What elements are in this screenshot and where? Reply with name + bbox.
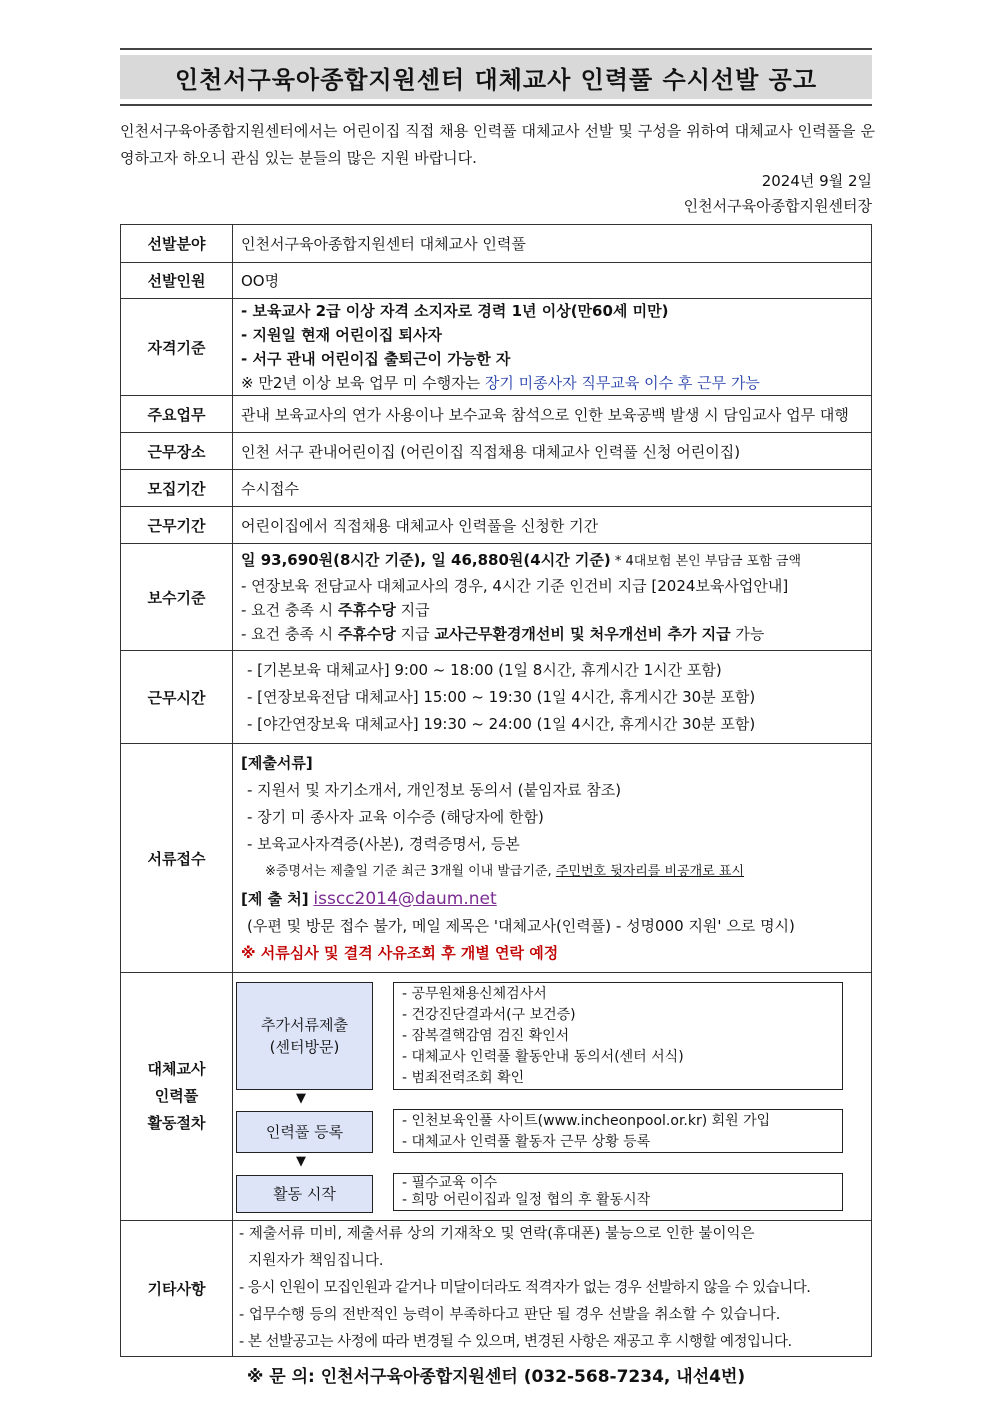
pay-text: 지급 <box>395 601 430 619</box>
title-block <box>120 48 872 106</box>
step-title: 추가서류제출 <box>261 1015 348 1034</box>
etc-item: - 본 선발공고는 사정에 따라 변경될 수 있으며, 변경된 사항은 재공고 후 시행할 예정입니다. <box>239 1334 792 1350</box>
detail-item: - 공무원채용신체검사서 <box>402 985 547 1002</box>
docs-item: - 장기 미 종사자 교육 이수증 (해당자에 한함) <box>247 807 544 826</box>
row-period <box>121 470 872 507</box>
submit-label: [제 출 처] <box>241 889 309 908</box>
row-label: 기타사항 <box>121 1221 233 1357</box>
note-underline: 주민번호 뒷자리를 비공개로 표시 <box>555 863 745 879</box>
label-line: 대체교사 <box>147 1060 206 1078</box>
pay-line <box>241 548 871 574</box>
detail-item: - 필수교육 이수 <box>402 1174 498 1191</box>
etc-item: - 업무수행 등의 전반적인 능력이 부족하다고 판단 될 경우 선발을 취소할 수 있습니다. <box>239 1307 781 1323</box>
row-term <box>121 507 872 544</box>
submit-line <box>241 885 871 913</box>
row-value <box>233 544 872 651</box>
pay-bold: 주휴수당 <box>337 625 396 643</box>
docs-head: [제출서류] <box>241 753 313 772</box>
pay-text: - 요건 충족 시 <box>241 601 338 619</box>
row-label: 근무장소 <box>121 433 233 470</box>
pay-line <box>241 598 871 622</box>
docs-note <box>241 858 871 885</box>
qual-item: - 지원일 현재 어린이집 퇴사자 <box>241 326 442 344</box>
row-label: 보수기준 <box>121 544 233 651</box>
pay-line: - 연장보육 전담교사 대체교사의 경우, 4시간 기준 인건비 지급 [2024보육사업안내] <box>241 577 789 595</box>
row-count <box>121 263 872 299</box>
row-place <box>121 433 872 470</box>
step-box <box>236 982 373 1090</box>
row-value: 수시접수 <box>233 470 872 507</box>
pay-line <box>241 622 871 646</box>
row-value: 어린이집에서 직접채용 대체교사 인력풀을 신청한 기간 <box>233 507 872 544</box>
row-label <box>121 973 233 1221</box>
pay-text: 지급 <box>395 625 435 643</box>
detail-item: - 인천보육인풀 사이트(www.incheonpool.or.kr) 회원 가입 <box>402 1112 771 1129</box>
label-line: 인력풀 <box>154 1087 199 1105</box>
row-label: 모집기간 <box>121 470 233 507</box>
arrow-down-icon: ▼ <box>296 1090 306 1106</box>
step-box <box>236 1111 373 1153</box>
label-line: 활동절차 <box>147 1114 206 1132</box>
email-link[interactable]: isscc2014@daum.net <box>313 888 497 909</box>
step-detail <box>393 1173 843 1211</box>
detail-item: - 잠복결핵감염 검진 확인서 <box>402 1027 570 1044</box>
detail-item: - 희망 어린이집과 일정 협의 후 활동시작 <box>402 1191 651 1208</box>
step-detail <box>393 1109 843 1153</box>
step-subtitle: (센터방문) <box>269 1037 340 1056</box>
contact-footer: ※ 문 의: 인천서구육아종합지원센터 (032-568-7234, 내선4번) <box>246 1367 746 1387</box>
detail-item: - 건강진단결과서(구 보건증) <box>402 1006 576 1023</box>
step-detail <box>393 982 843 1090</box>
intro-text: 인천서구육아종합지원센터에서는 어린이집 직접 채용 인력풀 대체교사 선발 및 구성을 위하여 대체교사 인력풀을 운영하고자 하오니 관심 있는 분들의 많은 지원 바랍니다. <box>120 122 875 167</box>
qual-item: - 보육교사 2급 이상 자격 소지자로 경력 1년 이상(만60세 미만) <box>241 302 669 320</box>
divider <box>120 48 872 50</box>
row-pay <box>121 544 872 651</box>
row-qualification <box>121 299 872 396</box>
step-title: 인력풀 등록 <box>265 1122 344 1141</box>
docs-item: - 보육교사자격증(사본), 경력증명서, 등본 <box>247 834 520 853</box>
pay-bold: 교사근무환경개선비 및 처우개선비 추가 지급 <box>434 625 731 643</box>
arrow-down-icon: ▼ <box>296 1153 306 1169</box>
row-value: 인천 서구 관내어린이집 (어린이집 직접채용 대체교사 인력풀 신청 어린이집) <box>233 433 872 470</box>
note-highlight: 장기 미종사자 직무교육 이수 후 근무 가능 <box>484 374 760 392</box>
pay-note: * 4대보험 본인 부담금 포함 금액 <box>610 554 802 569</box>
row-etc <box>121 1221 872 1357</box>
row-label: 선발인원 <box>121 263 233 299</box>
detail-item: - 대체교사 인력풀 활동안내 동의서(센터 서식) <box>402 1048 684 1065</box>
row-field <box>121 225 872 263</box>
note-text: ※증명서는 제출일 기준 최근 3개월 이내 발급기준, <box>265 863 556 879</box>
row-label: 서류접수 <box>121 744 233 973</box>
row-hours <box>121 651 872 744</box>
row-value <box>233 651 872 744</box>
page-title: 인천서구육아종합지원센터 대체교사 인력풀 수시선발 공고 <box>120 55 872 99</box>
docs-item: - 지원서 및 자기소개서, 개인정보 동의서 (붙임자료 참조) <box>247 780 622 799</box>
step-title: 활동 시작 <box>273 1184 336 1203</box>
pay-bold: 주휴수당 <box>337 601 396 619</box>
row-value: OO명 <box>233 263 872 299</box>
row-label: 근무시간 <box>121 651 233 744</box>
row-value <box>233 744 872 973</box>
procedure-flow <box>233 974 871 1220</box>
row-duty <box>121 396 872 433</box>
row-value <box>233 973 872 1221</box>
hours-item: - [기본보육 대체교사] 9:00 ~ 18:00 (1일 8시간, 휴게시간 1시간 포함) <box>247 660 722 679</box>
detail-item: - 범죄전력조회 확인 <box>402 1069 525 1086</box>
row-label: 자격기준 <box>121 299 233 396</box>
detail-item: - 대체교사 인력풀 활동자 근무 상황 등록 <box>402 1133 651 1150</box>
recruitment-table <box>120 224 872 1357</box>
screening-notice: ※ 서류심사 및 결격 사유조회 후 개별 연락 예정 <box>241 943 559 962</box>
qual-item: - 서구 관내 어린이집 출퇴근이 가능한 자 <box>241 350 511 368</box>
row-label: 주요업무 <box>121 396 233 433</box>
etc-item: - 제출서류 미비, 제출서류 상의 기재착오 및 연락(휴대폰) 불능으로 인한 불이익은 <box>239 1226 755 1242</box>
row-value <box>233 1221 872 1357</box>
pay-text: - 요건 충족 시 <box>241 625 338 643</box>
row-procedure <box>121 973 872 1221</box>
row-value: 인천서구육아종합지원센터 대체교사 인력풀 <box>233 225 872 263</box>
row-label: 선발분야 <box>121 225 233 263</box>
hours-item: - [야간연장보육 대체교사] 19:30 ~ 24:00 (1일 4시간, 휴게시간 30분 포함) <box>247 714 756 733</box>
pay-amount: 일 93,690원(8시간 기준), 일 46,880원(4시간 기준) <box>241 551 611 569</box>
issuer: 인천서구육아종합지원센터장 <box>683 197 872 215</box>
step-box <box>236 1175 373 1213</box>
pay-text: 가능 <box>730 625 765 643</box>
notice-date: 2024년 9월 2일 <box>761 172 872 190</box>
divider <box>120 104 872 106</box>
row-value: 관내 보육교사의 연가 사용이나 보수교육 참석으로 인한 보육공백 발생 시 담임교사 업무 대행 <box>233 396 872 433</box>
row-documents <box>121 744 872 973</box>
etc-item: - 응시 인원이 모집인원과 같거나 미달이더라도 적격자가 없는 경우 선발하지 않을 수 있습니다. <box>239 1280 811 1296</box>
hours-item: - [연장보육전담 대체교사] 15:00 ~ 19:30 (1일 4시간, 휴게시간 30분 포함) <box>247 687 756 706</box>
qual-note <box>241 371 871 395</box>
submit-note: (우편 및 방문 접수 불가, 메일 제목은 '대체교사(인력풀) - 성명000 지원' 으로 명시) <box>247 916 795 935</box>
row-value <box>233 299 872 396</box>
etc-item: 지원자가 책임집니다. <box>239 1253 384 1269</box>
note-text: ※ 만2년 이상 보육 업무 미 수행자는 <box>241 374 485 392</box>
row-label: 근무기간 <box>121 507 233 544</box>
